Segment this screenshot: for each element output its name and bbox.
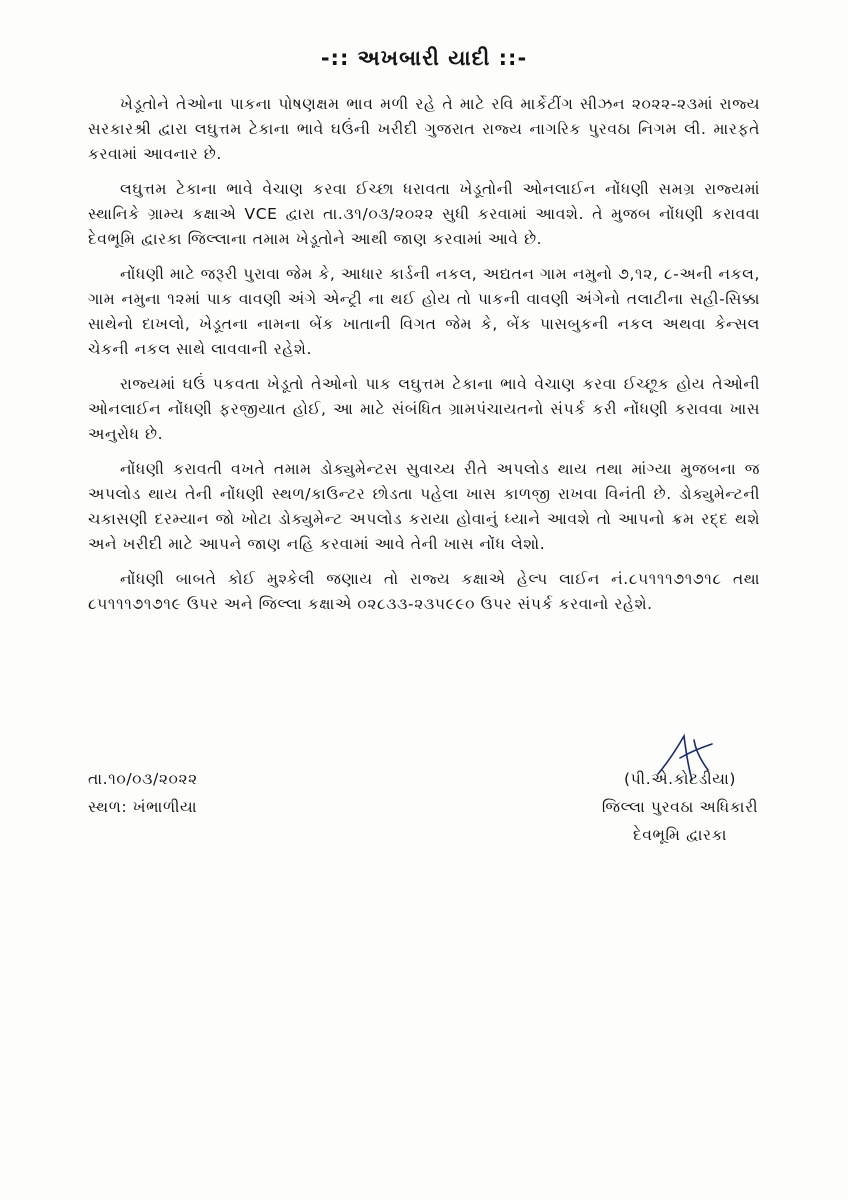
date-place-block [88,765,198,821]
signatory-block [580,765,780,849]
issue-place: સ્થળ: ખંભાળીયા [88,798,198,816]
signatory-district: દેવભૂમિ દ્વારકા [632,826,728,844]
signatory-title: જિલ્લા પુરવઠા અધિકારી [601,798,759,816]
signatory-name: (પી.એ.કોટડીયા) [623,770,737,788]
paragraph: નોંધણી માટે જરૂરી પુરાવા જેમ કે, આધાર કાર્ડની નકલ, અદ્યતન ગામ નમુનો ૭,૧૨, ૮-અની નકલ, ગામ નમુના ૧૨માં પાક વાવણી અંગે એન્ટ્રી ના થઈ હોય તો પાકની વાવણી અંગેનો તલાટીના સહી-સિક્કા સાથેનો દાખલો, ખેડૂતના નામના બેંક ખાતાની વિગત જેમ કે, બેંક પાસબુકની નકલ અથવા કેન્સલ ચેકની નકલ સાથે લાવવાની રહેશે. [88,265,760,358]
paragraph: નોંધણી કરાવતી વખતે તમામ ડોક્યુમેન્ટસ સુવાચ્ય રીતે અપલોડ થાય તથા માંગ્યા મુજબના જ અપલોડ થાય તેની નોંધણી સ્થળ/કાઉન્ટર છોડતા પહેલા ખાસ કાળજી રાખવા વિનંતી છે. ડોક્યુમેન્ટની ચકાસણી દરમ્યાન જો ખોટા ડોક્યુમેન્ટ અપલોડ કરાયા હોવાનું ધ્યાને આવશે તો આપનો ક્રમ રદ્દ થશે અને ખરીદી માટે આપને જાણ નહિ કરવામાં આવે તેની ખાસ નોંધ લેશો. [88,460,760,553]
document-body [88,92,760,627]
document-title: -:: અખબારી યાદી ::- [320,46,528,70]
paragraph: નોંધણી બાબતે કોઈ મુશ્કેલી જણાય તો રાજ્ય કક્ષાએ હેલ્પ લાઈન નં.૮૫૧૧૧૭૧૭૧૮ તથા ૮૫૧૧૧૭૧૭૧૯ ઉપર અને જિલ્લા કક્ષાએ ૦૨૮૩૩-૨૩૫૯૯૦ ઉપર સંપર્ક કરવાનો રહેશે. [88,570,760,613]
paragraph: ખેડૂતોને તેઓના પાકના પોષણક્ષમ ભાવ મળી રહે તે માટે રવિ માર્કેટીંગ સીઝન ૨૦૨૨-૨૩માં રાજ્ય સરકારશ્રી દ્વારા લઘુત્તમ ટેકાના ભાવે ઘઉંની ખરીદી ગુજરાત રાજ્ય નાગરિક પુરવઠા નિગમ લી. મારફતે કરવામાં આવનાર છે. [88,95,760,163]
paragraph: રાજ્યમાં ઘઉં પકવતા ખેડૂતો તેઓનો પાક લઘુત્તમ ટેકાના ભાવે વેચાણ કરવા ઈચ્છૂક હોય તેઓની ઓનલાઈન નોંધણી ફરજીયાત હોઈ, આ માટે સંબંધિત ગ્રામપંચાયતનો સંપર્ક કરી નોંધણી કરાવવા ખાસ અનુરોધ છે. [88,375,760,443]
paragraph: લઘુત્તમ ટેકાના ભાવે વેચાણ કરવા ઈચ્છા ધરાવતા ખેડૂતોની ઓનલાઈન નોંધણી સમગ્ર રાજ્યમાં સ્થાનિકે ગ્રામ્ય કક્ષાએ VCE દ્વારા તા.૩૧/૦૩/૨૦૨૨ સુધી કરવામાં આવશે. તે મુજબ નોંધણી કરાવવા દેવભૂમિ દ્વારકા જિલ્લાના તમામ ખેડૂતોને આથી જાણ કરવામાં આવે છે. [88,180,760,248]
issue-date: તા.૧૦/૦૩/૨૦૨૨ [88,770,198,788]
